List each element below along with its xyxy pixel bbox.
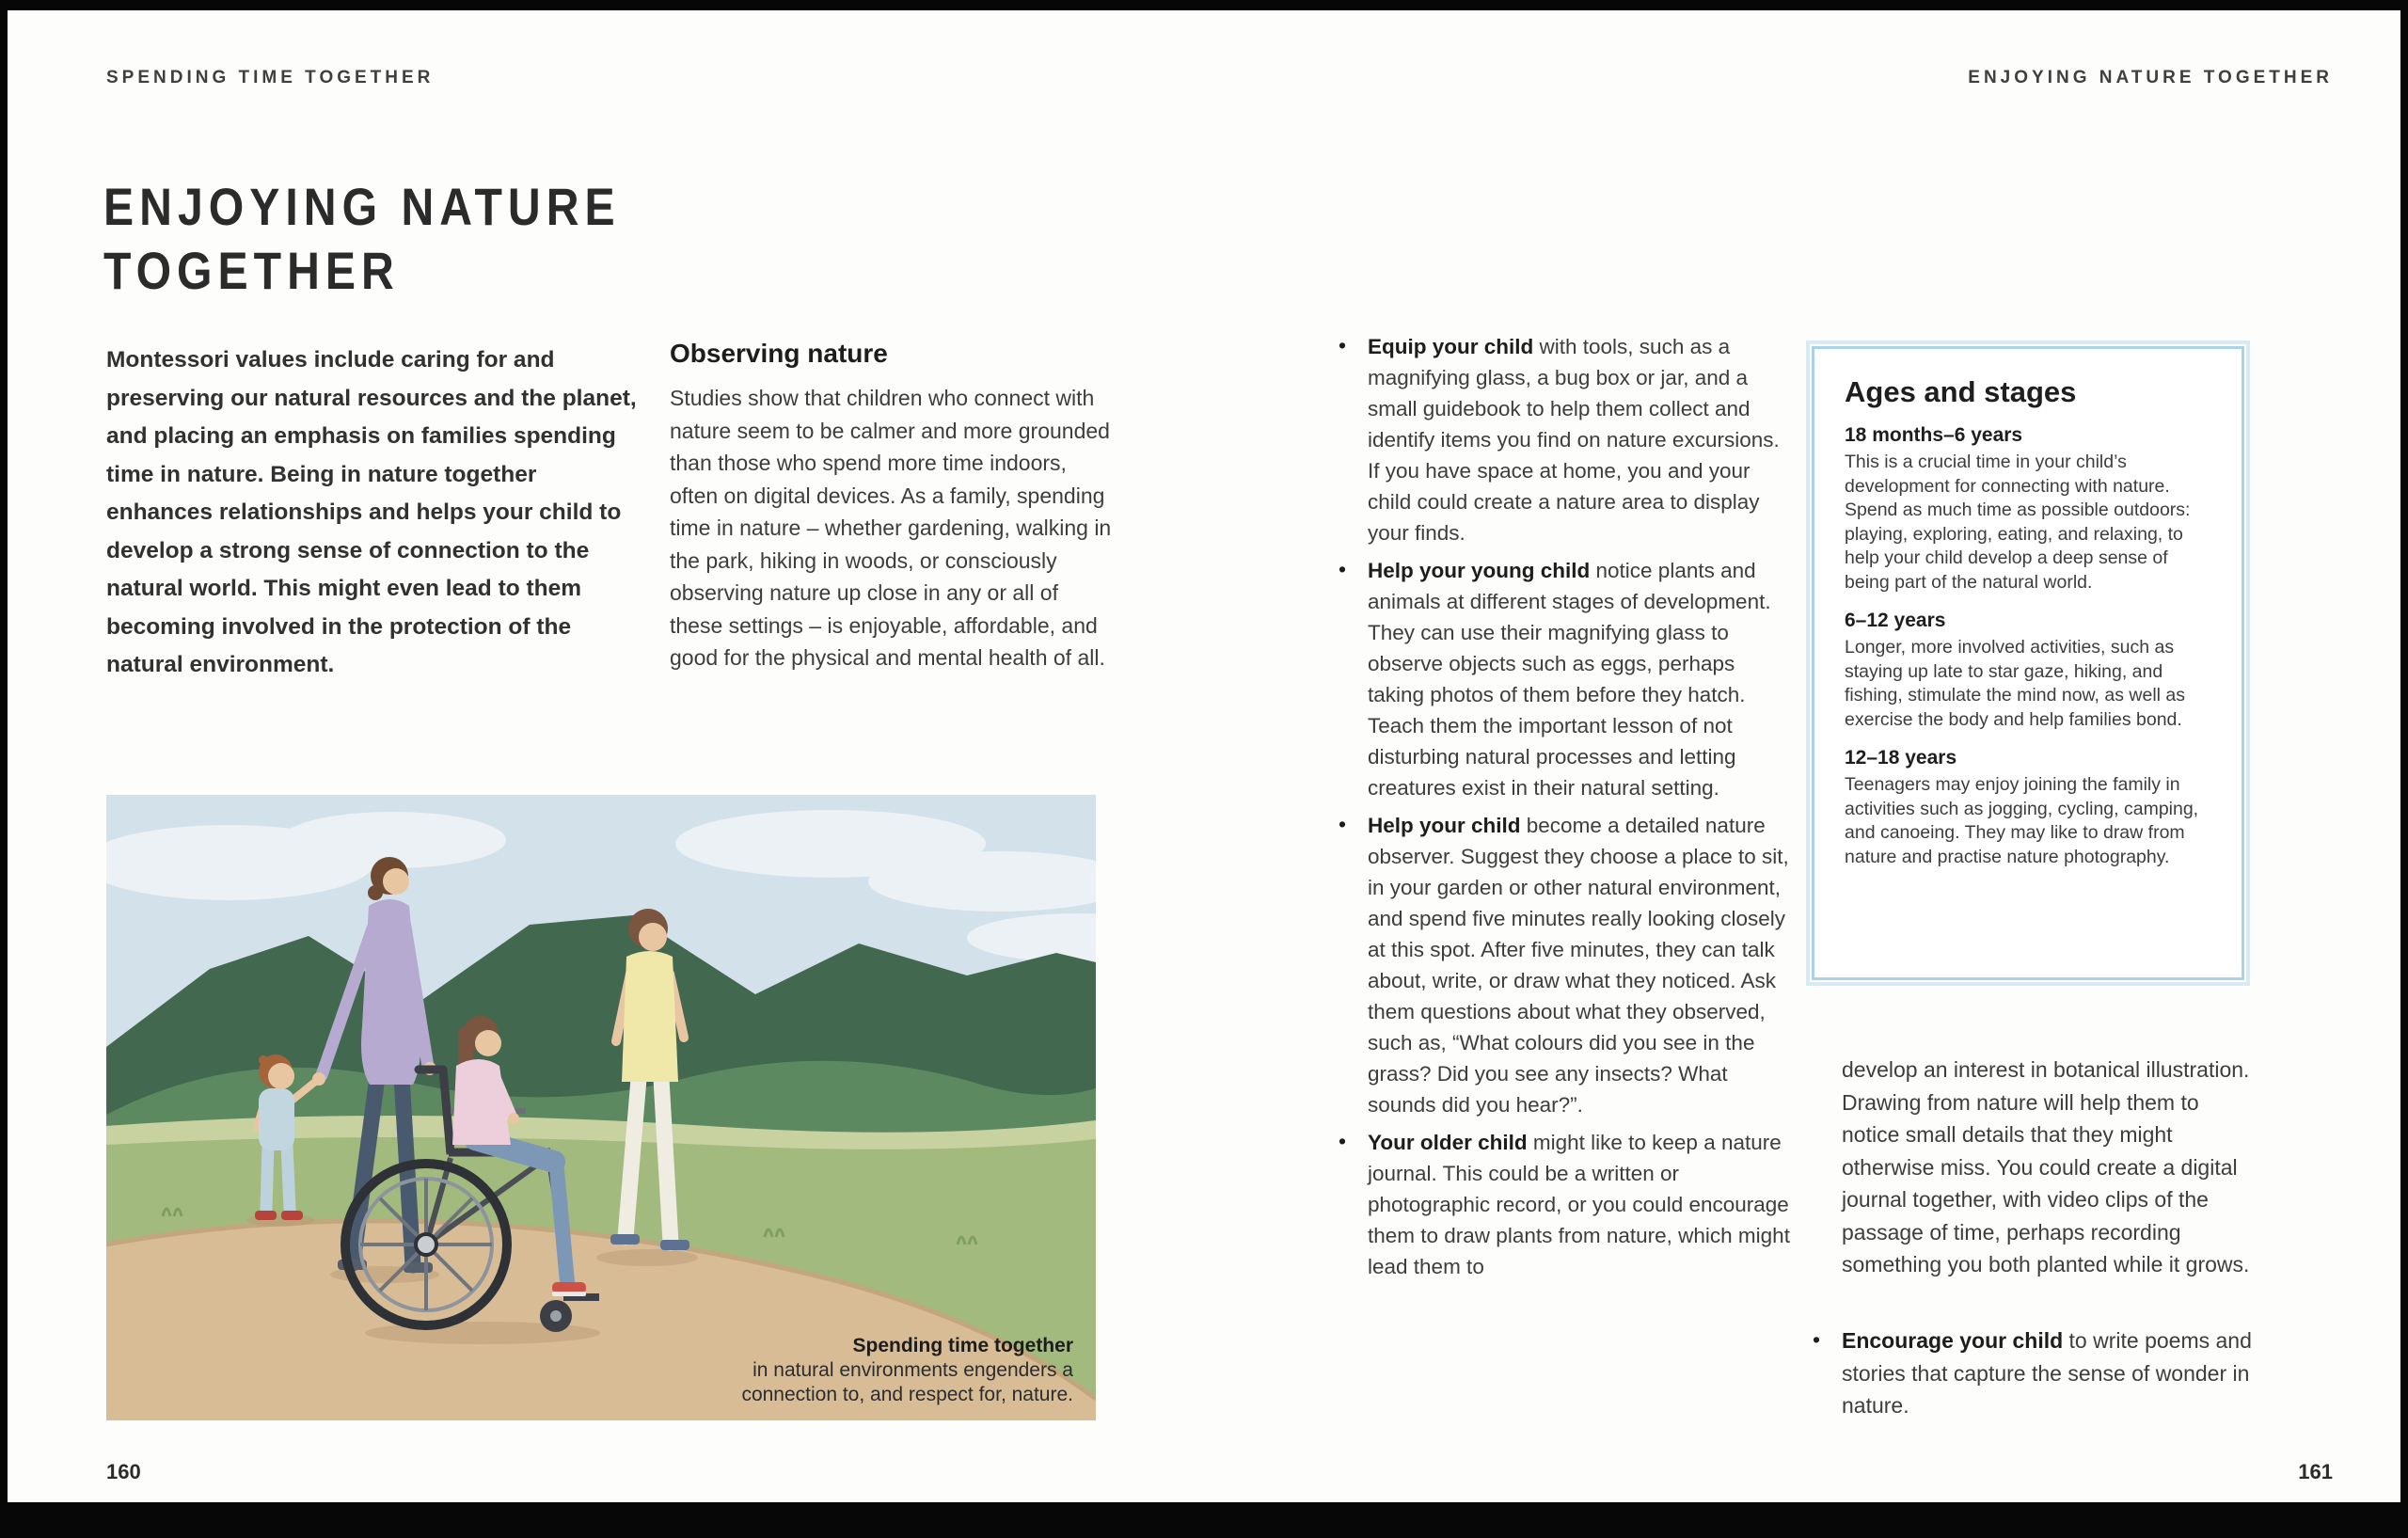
section-heading: Observing nature	[670, 339, 888, 368]
bullet-item	[1336, 555, 1795, 803]
bullet-body: become a detailed nature observer. Suggest they choose a place to sit, in your garden or other natural environment, and spend five minutes really looking closely at this spot. After five minutes, they can talk about, write, or draw what they noticed. Ask them questions about what they observed, such as, “What colours did you see in the grass? Did you see any insects? What sounds did you hear?”.	[1368, 814, 1789, 1117]
bullet-text	[1368, 814, 1789, 1117]
bullet-text	[1842, 1328, 2252, 1418]
bullet-text	[1368, 335, 1780, 545]
bullet-item	[1336, 810, 1795, 1120]
bullet-list	[1336, 331, 1795, 1289]
ages-entry	[1845, 424, 2211, 595]
section-body: Studies show that children who connect with nature seem to be calmer and more grounded than those who spend more time indoors, often on digital devices. As a family, spending time in nature – whether gardening, walking in the park, hiking in woods, or consciously observing nature up close in any or all of these settings – is enjoyable, affordable, and good for the physical and mental health of all.	[670, 386, 1112, 670]
bullet-dot: •	[1339, 812, 1347, 836]
bullet-dot: •	[1339, 557, 1347, 581]
wheelchair-rear-wheel	[345, 1164, 507, 1325]
bullet-item	[1336, 331, 1795, 548]
bullet-dot: •	[1339, 333, 1347, 357]
bullet-lead: Help your young child	[1368, 559, 1591, 582]
bullet-text	[1368, 1131, 1790, 1278]
bullet-dot: •	[1813, 1327, 1821, 1352]
chapter-title-line2: TOGETHER	[103, 241, 400, 300]
chapter-title	[103, 175, 621, 303]
bullet-item	[1336, 1127, 1795, 1282]
illustration-caption	[659, 1334, 1073, 1407]
chapter-title-line1: ENJOYING NATURE	[103, 177, 621, 236]
ages-entry-heading: 6–12 years	[1845, 610, 1946, 631]
bullet-lead: Equip your child	[1368, 335, 1534, 358]
ages-entry	[1845, 610, 2211, 732]
caption-lead: Spending time together	[852, 1335, 1073, 1356]
bullet-body: to write poems and stories that capture the sense of wonder in nature.	[1842, 1328, 2252, 1418]
observing-nature-column	[670, 339, 1116, 674]
bullet-body: with tools, such as a magnifying glass, a bug box or jar, and a small guidebook to help them collect and identify items you find on nature excursions. If you have space at home, you and your child could create a nature area to display your finds.	[1368, 335, 1780, 545]
ages-entry-text: This is a crucial time in your child’s development for connecting with nature. Spend as much time as possible outdoors: playing, exploring, eating, and relaxing, to help your child develop a deep sense of being part of the natural world.	[1845, 452, 2191, 593]
page-spread	[8, 10, 2400, 1502]
ages-entry-heading: 12–18 years	[1845, 747, 1957, 769]
bullet-dot: •	[1339, 1129, 1347, 1153]
intro-paragraph: Montessori values include caring for and preserving our natural resources and the planet, and placing an emphasis on families spending time in nature. Being in nature together enhances relationships and helps your child to develop a strong sense of connection to the natural world. This might even lead to them becoming involved in the protection of the natural environment.	[106, 347, 637, 677]
ages-entry-text: Longer, more involved activities, such as staying up late to star gaze, hiking, and fishing, stimulate the mind now, as well as exercise the body and help families bond.	[1845, 637, 2186, 730]
bullet-lead: Help your child	[1368, 814, 1521, 837]
bullet-lead: Encourage your child	[1842, 1328, 2064, 1353]
ages-box-title: Ages and stages	[1845, 375, 2077, 408]
nature-walk-illustration	[106, 795, 1096, 1420]
ages-entry-text: Teenagers may enjoy joining the family in activities such as jogging, cycling, camping, and canoeing. They may like to draw from nature and practise nature photography.	[1845, 774, 2199, 867]
bullet-body: might like to keep a nature journal. This could be a written or photographic record, or you could encourage them to draw plants from nature, which might lead them to	[1368, 1131, 1790, 1278]
running-head-right: ENJOYING NATURE TOGETHER	[1968, 68, 2333, 87]
bullet-lead: Your older child	[1368, 1131, 1528, 1154]
illustration-canvas	[106, 795, 1096, 1420]
ages-entry-heading: 18 months–6 years	[1845, 424, 2023, 446]
ages-entry	[1845, 747, 2211, 869]
ages-and-stages-box	[1812, 346, 2244, 980]
bullet-body: notice plants and animals at different stages of development. They can use their magnifying glass to observe objects such as eggs, perhaps taking photos of them before they hatch. Teach them the important lesson of not disturbing natural processes and letting creatures exist in their natural setting.	[1368, 559, 1771, 800]
running-head-left: SPENDING TIME TOGETHER	[106, 68, 435, 87]
continuation-paragraph: develop an interest in botanical illustration. Drawing from nature will help them to notice small details that they might otherwise miss. You could create a digital journal together, with video clips of the passage of time, perhaps recording something you both planted while it grows.	[1842, 1057, 2250, 1276]
final-bullet-item	[1810, 1324, 2256, 1422]
caption-body: in natural environments engenders a connection to, and respect for, nature.	[741, 1359, 1073, 1405]
page-number-left: 160	[106, 1460, 141, 1483]
page-number-right: 161	[2298, 1460, 2333, 1483]
bullet-text	[1368, 559, 1771, 800]
